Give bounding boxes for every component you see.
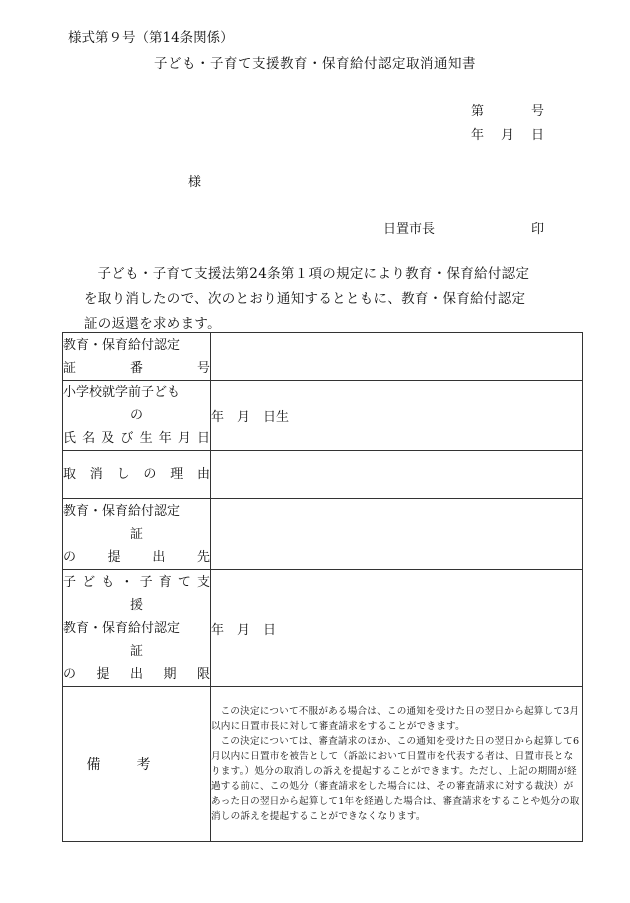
char: 備 (86, 757, 101, 773)
label-line: 教育・保育給付認定 (63, 503, 181, 519)
char: 氏 (63, 431, 77, 446)
notice-table (62, 332, 583, 842)
label-submission-deadline (63, 570, 211, 687)
char: び (120, 431, 134, 446)
label-line-centered: の (129, 408, 143, 423)
value-submission-deadline: 年 月 日 (211, 570, 583, 687)
char: 取 (63, 467, 77, 482)
notice-body (84, 262, 566, 337)
label-remarks (63, 687, 211, 842)
remarks-note-2: この決定については、審査請求のほか、この通知を受けた日の翌日から起算して6月以内に日置市を被告として（訴訟において日置市を代表する者は、日置市長となります。）処分の取消しの訴えを提起することができます。ただし、上記の期間が経過する前に、この処分（審査請求をした場合には、その審査請求に対する裁決）があった日の翌日から起算して1年を経過した場合は、審査請求をすることや処分の取消しの訴えを提起することができなくなります。 (211, 736, 580, 822)
char: 生 (139, 431, 153, 446)
remarks-text (211, 687, 583, 842)
char: 提 (107, 549, 121, 565)
char: 及 (101, 431, 115, 446)
char: し (116, 467, 130, 482)
issuer-name: 日置市長 (383, 222, 436, 237)
label-line: 教育・保育給付認定 (63, 337, 181, 353)
char: 日 (196, 431, 210, 446)
value-certificate-number (211, 333, 583, 381)
label-line-justified (63, 463, 210, 486)
label-line: 教育・保育給付認定 (63, 620, 181, 636)
label-line-centered: 証 (129, 526, 143, 542)
label-line-justified (63, 546, 210, 569)
label-line-centered: 援 (129, 597, 143, 613)
body-line-1: 子ども・子育て支援法第24条第１項の規定により教育・保育給付認定 (97, 266, 530, 282)
char: 名 (82, 431, 96, 446)
char: も (101, 574, 115, 590)
row-submission-deadline (63, 570, 583, 687)
label-submission-destination (63, 499, 211, 570)
label-line-justified (63, 663, 210, 686)
char: 出 (152, 549, 166, 565)
char: 号 (196, 360, 210, 376)
value-submission-destination (211, 499, 583, 570)
date-year: 年 (471, 128, 485, 143)
value-cancellation-reason (211, 451, 583, 499)
label-line: 小学校就学前子ども (63, 385, 181, 400)
char: 月 (177, 431, 191, 446)
body-line-2: を取り消したので、次のとおり通知するとともに、教育・保育給付認定 (84, 291, 526, 307)
char: 支 (196, 574, 210, 590)
doc-no-suffix: 号 (531, 104, 545, 119)
char: 期 (163, 666, 177, 682)
label-certificate-number (63, 333, 211, 381)
seal-mark: 印 (531, 222, 545, 237)
label-line-centered: 証 (129, 643, 143, 659)
char: 年 (158, 431, 172, 446)
char: ・ (120, 574, 134, 590)
document-number (471, 100, 544, 119)
char: 子 (63, 574, 77, 590)
char: 由 (196, 467, 210, 482)
body-line-3: 証の返還を求めます。 (84, 316, 221, 332)
row-remarks (63, 687, 583, 842)
label-line-justified (63, 571, 210, 594)
char: 証 (63, 360, 77, 376)
row-submission-destination (63, 499, 583, 570)
char: 限 (196, 666, 210, 682)
char: ど (82, 574, 96, 590)
date-day: 日 (531, 128, 545, 143)
char: の (63, 549, 77, 565)
issue-date (471, 124, 544, 143)
char: 先 (196, 549, 210, 565)
char: 考 (136, 757, 151, 773)
value-birthdate: 年 月 日生 (211, 381, 583, 451)
doc-no-label: 第 (471, 104, 485, 119)
row-certificate-number (63, 333, 583, 381)
char: の (63, 666, 77, 682)
char: 出 (129, 666, 143, 682)
char: の (143, 467, 157, 482)
form-number: 様式第９号（第14条関係） (68, 30, 234, 46)
row-cancellation-reason (63, 451, 583, 499)
label-line-justified (63, 357, 210, 380)
document-title: 子ども・子育て支援教育・保育給付認定取消通知書 (154, 56, 476, 72)
char: 消 (89, 467, 103, 482)
remarks-note-1: この決定について不服がある場合は、この通知を受けた日の翌日から起算して3月以内に日置市長に対して審査請求をすることができます。 (211, 706, 580, 732)
char: 子 (139, 574, 153, 590)
char: 理 (170, 467, 184, 482)
char: 番 (129, 360, 143, 376)
label-cancellation-reason (63, 451, 211, 499)
label-line-justified (63, 427, 210, 450)
char: て (177, 574, 191, 590)
remarks-label (87, 754, 187, 774)
row-child-name-birthdate (63, 381, 583, 451)
date-month: 月 (501, 128, 515, 143)
recipient-honorific: 様 (188, 175, 202, 190)
label-child-name-birthdate (63, 381, 211, 451)
char: 提 (96, 666, 110, 682)
char: 育 (158, 574, 172, 590)
